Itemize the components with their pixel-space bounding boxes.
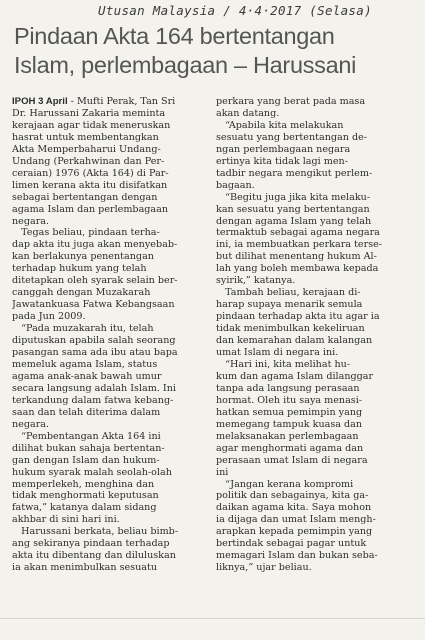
article-text-line: memperlekeh, menghina dan: [12, 478, 155, 490]
article-text-line: negara.: [12, 215, 50, 227]
article-text-line: kan sesuatu yang bertentangan: [216, 203, 370, 215]
handwritten-source-note: Utusan Malaysia / 4·4·2017 (Selasa): [98, 3, 372, 18]
article-text-line: kerajaan agar tidak meneruskan: [12, 119, 171, 131]
article-text-line: saan dan telah diterima dalam: [12, 406, 161, 418]
article-text-line: akhbar di sini hari ini.: [12, 514, 120, 526]
article-text-line: “Apabila kita melakukan: [216, 119, 344, 131]
article-text-line: bertindak sebagai pagar untuk: [216, 538, 367, 550]
article-text-line: ini: [216, 466, 229, 478]
article-text-line: dan kemarahan dalam kalangan: [216, 335, 373, 347]
article-text-line: ditetapkan oleh syarak selain ber-: [12, 275, 178, 287]
article-text-line: hasrat untuk membentangkan: [12, 131, 159, 143]
article-text-line: melaksanakan perlembagaan: [216, 430, 359, 442]
article-text-line: “Pembentangan Akta 164 ini: [12, 430, 161, 442]
article-text-line: memeluk agama Islam, status: [12, 358, 158, 370]
article-text-line: fatwa,” katanya dalam sidang: [12, 502, 157, 514]
article-text-line: hormat. Oleh itu saya menasi-: [216, 394, 363, 406]
article-text-line: dengan agama Islam yang telah: [216, 215, 372, 227]
article-text-line: ia dijaga dan umat Islam mengh-: [216, 514, 376, 526]
article-text-line: politik dan sebagainya, kita ga-: [216, 490, 369, 502]
article-text-line: kan berlakunya penentangan: [12, 251, 154, 263]
article-text-line: negara.: [12, 418, 50, 430]
article-text-line: gan dengan Islam dan hukum-: [12, 454, 160, 466]
article-text-line: liknya,” ujar beliau.: [216, 562, 312, 574]
article-text-line: tanpa ada langsung perasaan: [216, 382, 360, 394]
article-text-line: tadbir negara mengikut perlem-: [216, 167, 373, 179]
article-text-line: sebagai bertentangan dengan: [12, 191, 158, 203]
article-text-line: dilihat bukan sahaja bertentan-: [12, 442, 165, 454]
article-text-line: “Begitu juga jika kita melaku-: [216, 191, 371, 203]
article-text-line: agama anak-anak bawah umur: [12, 370, 162, 382]
article-text-line: ngan perlembagaan negara: [216, 143, 351, 155]
article-text-line: syirik,” katanya.: [216, 275, 296, 287]
article-text-line: memegang tampuk kuasa dan: [216, 418, 363, 430]
article-text-line: Tegas beliau, pindaan terha-: [12, 227, 160, 239]
article-text-line: akan datang.: [216, 107, 280, 119]
article-text-line: Jawatankuasa Fatwa Kebangsaan: [12, 299, 175, 311]
article-text-line: perkara yang berat pada masa: [216, 96, 366, 107]
article-text-line: Undang (Perkahwinan dan Per-: [12, 155, 165, 167]
article-text-line: tidak menimbulkan kekeliruan: [216, 323, 365, 335]
article-text-line: secara langsung adalah Islam. Ini: [12, 382, 176, 394]
article-column-right: [216, 96, 403, 574]
article-text-line: daikan agama kita. Saya mohon: [216, 502, 372, 514]
article-text-line: “Hari ini, kita melihat hu-: [216, 358, 351, 370]
article-text-line: agama Islam dan perlembagaan: [12, 203, 169, 215]
article-text-line: “Jangan kerana kompromi: [216, 478, 354, 490]
article-text-line: Akta Memperbaharui Undang-: [12, 143, 161, 155]
article-text-line: terhadap hukum yang telah: [12, 263, 147, 275]
article-text-line: but dilihat menentang hukum Al-: [216, 251, 377, 263]
article-column-left: [12, 96, 199, 574]
right-column-lines: [216, 96, 403, 574]
left-column-lines: [12, 108, 199, 574]
article-text-line: Tambah beliau, kerajaan di-: [216, 287, 361, 299]
article-text-line: perasaan umat Islam di negara: [216, 454, 368, 466]
article-text-line: canggah dengan Muzakarah: [12, 287, 151, 299]
article-text-line: “Pada muzakarah itu, telah: [12, 323, 154, 335]
article-text-line: ini, ia membuatkan perkara terse-: [216, 239, 383, 251]
article-text-line: umat Islam di negara ini.: [216, 347, 339, 359]
article-text-line: lah yang boleh membawa kepada: [216, 263, 379, 275]
article-text-line: pindaan terhadap akta itu agar ia: [216, 311, 380, 323]
article-text-line: arapkan kepada pemimpin yang: [216, 526, 373, 538]
article-text-line: limen kerana akta itu disifatkan: [12, 179, 168, 191]
article-text-line: ceraian) 1976 (Akta 164) di Par-: [12, 167, 169, 179]
headline-line-1: Pindaan Akta 164 bertentangan: [14, 23, 335, 49]
article-text-line: dap akta itu juga akan menyebab-: [12, 239, 178, 251]
article-text-line: harap supaya menarik semula: [216, 299, 363, 311]
article-text-line: akta itu dibentang dan diluluskan: [12, 550, 176, 562]
article-text-line: kum dan agama Islam dilanggar: [216, 370, 374, 382]
first-line: [12, 96, 199, 108]
article-text-line: ertinya kita tidak lagi men-: [216, 155, 348, 167]
article-text-line: pasangan sama ada ibu atau bapa: [12, 347, 178, 359]
article-text-line: bagaan.: [216, 179, 255, 191]
first-line-text: - Mufti Perak, Tan Sri: [67, 96, 176, 107]
article-text-line: terkandung dalam fatwa kebang-: [12, 394, 174, 406]
article-text-line: Dr. Harussani Zakaria meminta: [12, 107, 166, 119]
article-text-line: memagari Islam dan bukan seba-: [216, 550, 378, 562]
article-text-line: agar menghormati agama dan: [216, 442, 364, 454]
article-text-line: ang sekiranya pindaan terhadap: [12, 538, 170, 550]
article-text-line: diputuskan apabila salah seorang: [12, 335, 176, 347]
headline-line-2: Islam, perlembagaan – Harussani: [14, 52, 357, 78]
article-text-line: hukum syarak malah seolah-olah: [12, 466, 172, 478]
article-text-line: sesuatu yang bertentangan de-: [216, 131, 368, 143]
article-text-line: hatkan semua pemimpin yang: [216, 406, 363, 418]
article-text-line: tidak menghormati keputusan: [12, 490, 159, 502]
article-text-line: Harussani berkata, beliau bimb-: [12, 526, 179, 538]
bottom-edge: [0, 618, 425, 619]
article-headline: [14, 22, 414, 80]
article-text-line: termaktub sebagai agama negara: [216, 227, 380, 239]
dateline: IPOH 3 April: [12, 96, 68, 107]
article-text-line: ia akan menimbulkan sesuatu: [12, 562, 158, 574]
article-text-line: pada Jun 2009.: [12, 311, 86, 323]
